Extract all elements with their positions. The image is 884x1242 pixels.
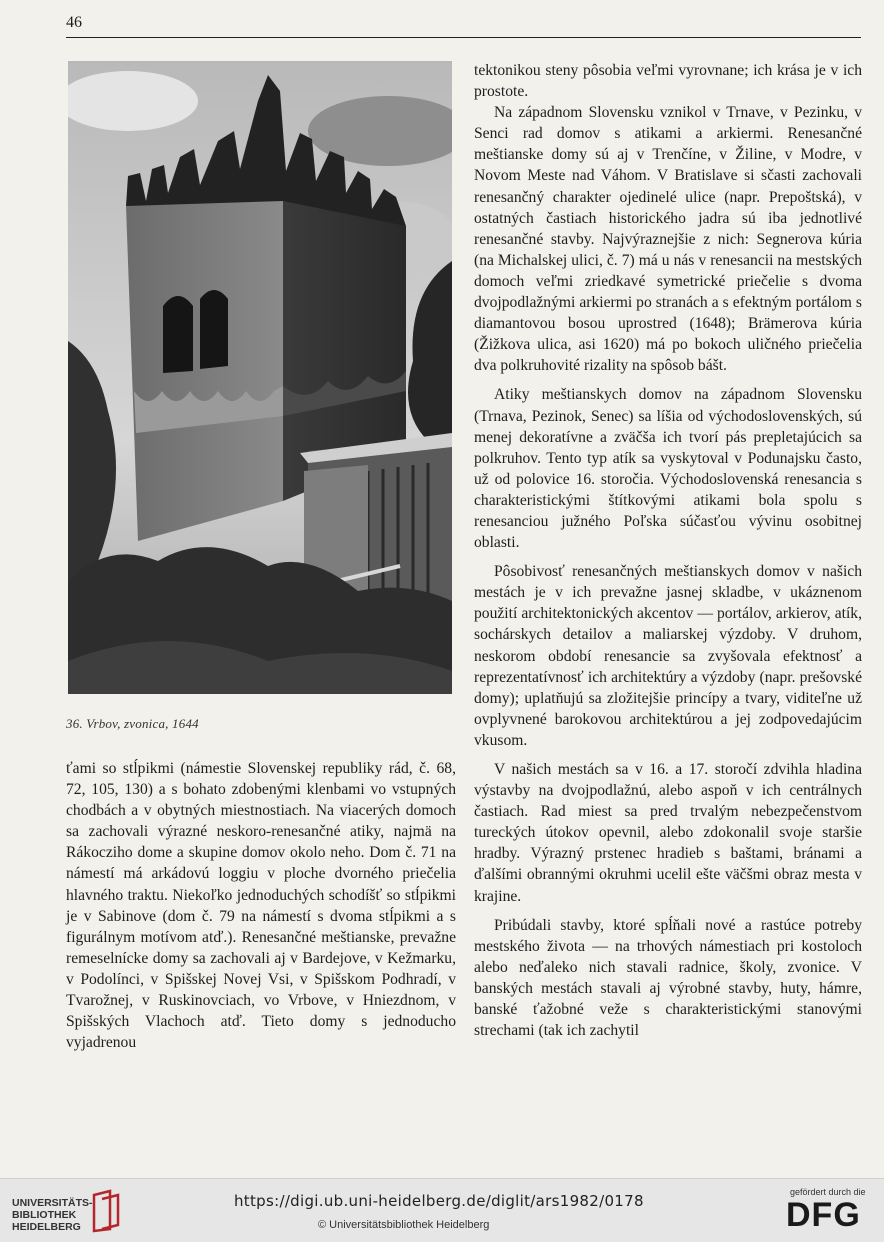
left-column-text xyxy=(66,758,456,1053)
paragraph: Na západnom Slovensku vznikol v Trnave, v Pezinku, v Senci rad domov s atikami a arkiermi. Renesančné meštianske domy sú aj v Trenčíne, v Žiline, v Modre, v Novom Meste nad Váhom. V Bratislave si sčasti zachovali renesančný charakter ojedinelé ulice (napr. Prepoštská), v ostatných častiach historického jadra sú iba jednotlivé renesančné stavby. Najvýraznejšie z nich: Segnerova kúria (na Michalskej ulici, č. 7) má u nás v renesancii na mestských domoch veľmi zriedkavé symetrické priečelie s dvoma dvojpodlažnými arkiermi po stranách a s efektným portálom s diamantovou bosou uprostred (1648); Brämerova kúria (Žižkova ulica, asi 1620) má po bokoch uličného priečelia dva polkruhovité rizality na spôsob bášt. xyxy=(474,104,862,375)
document-url-link[interactable]: https://digi.ub.uni-heidelberg.de/diglit/ars1982/0178 xyxy=(234,1192,644,1210)
page-number: 46 xyxy=(66,14,82,31)
paragraph: Atiky meštianskych domov na západnom Slovensku (Trnava, Pezinok, Senec) sa líšia od východoslovenských, sú menej dekoratívne a zväčša ich tvorí pás prepletajúcich sa polkruhov. Tento typ atík sa vyskytoval v Podunajsku často, už od polovice 16. storočia. Východoslovenská renesancia s charakteristickými štítkovými atikami bola spolu s renesanciou južného Poľska súčasťou vývinu osobitnej oblasti. xyxy=(474,386,862,552)
copyright-notice: © Universitätsbibliothek Heidelberg xyxy=(318,1219,490,1231)
library-logo-icon xyxy=(90,1189,122,1233)
figure-caption: 36. Vrbov, zvonica, 1644 xyxy=(66,716,199,731)
library-logo-text: UNIVERSITÄTS- BIBLIOTHEK HEIDELBERG xyxy=(12,1197,93,1233)
paragraph: ťami so stĺpikmi (námestie Slovenskej republiky rád, č. 68, 72, 105, 130) a s bohato zdobenými klenbami vo vstupných chodbách a v obytných miestnostiach. Na viacerých domoch sa zachovali výrazné neskoro-renesančné atiky, najmä na Rákocziho dome a skupine domov okolo neho. Dom č. 71 na námestí má arkádovú loggiu v ploche dvorného priečelia hlavného traktu. Niekoľko jednoduchých schodíšť so stĺpikmi je v Sabinove (dom č. 79 na námestí s dvoma stĺpikmi a s figurálnym motívom atď.). Renesančné meštianske, prevažne remeselnícke domy sa zachovali aj v Bardejove, v Kežmarku, v Podolínci, v Spišskej Novej Vsi, v Spišskom Podhradí, v Tvarožnej, v Ruskinovciach, vo Vrbove, v Hniezdnom, v Spišských Vlachoch atď. Tieto domy s jednoducho vyjadrenou xyxy=(66,760,456,1052)
paragraph: V našich mestách sa v 16. a 17. storočí zdvihla hladina výstavby na dvojpodlažnú, alebo aspoň v ich centrálnych častiach. Rad miest sa pred trvalým nebezpečenstvom tureckých útokov opevnil, alebo zdokonalil svoje staršie hradby. Výrazný prstenec hradieb s baštami, bránami a ďalšími obrannými okruhmi ucelil ešte väčšmi obraz mesta v krajine. xyxy=(474,761,862,905)
tower-illustration xyxy=(68,61,452,694)
paragraph: Pôsobivosť renesančných meštianskych domov v našich mestách je v ich prevažne jasnej skladbe, v ukáznenom použití architektonických akcentov — portálov, arkierov, atík, sochárskych detailov a maliarskej výzdoby. V druhom, neskorom období renesancie sa zvyšovala efektnosť a reprezentatívnosť ich architektúry a výzdoby (napr. prešovské domy); uplatňujú sa zložitejšie princípy a tvary, viditeľne už ovplyvnené barokovou architektúrou a jej zodpovedajúcim vkusom. xyxy=(474,563,862,749)
header-rule xyxy=(66,37,861,38)
funded-by-label: gefördert durch die xyxy=(790,1187,866,1197)
tower-photograph xyxy=(68,61,452,694)
dfg-logo: DFG xyxy=(786,1196,861,1234)
right-column-text xyxy=(474,60,862,1041)
viewer-footer xyxy=(0,1178,884,1242)
paragraph: Pribúdali stavby, ktoré spĺňali nové a rastúce potreby mestského života — na trhových námestiach pri kostoloch alebo neďaleko nich stavali radnice, školy, zvonice. V banských mestách stavali aj výrobné stavby, huty, hámre, banské ťažobné veže s charakteristickými stanovými strechami (tak ich zachytil xyxy=(474,916,862,1040)
paragraph: tektonikou steny pôsobia veľmi vyrovnane; ich krása je v ich prostote. xyxy=(474,62,862,101)
